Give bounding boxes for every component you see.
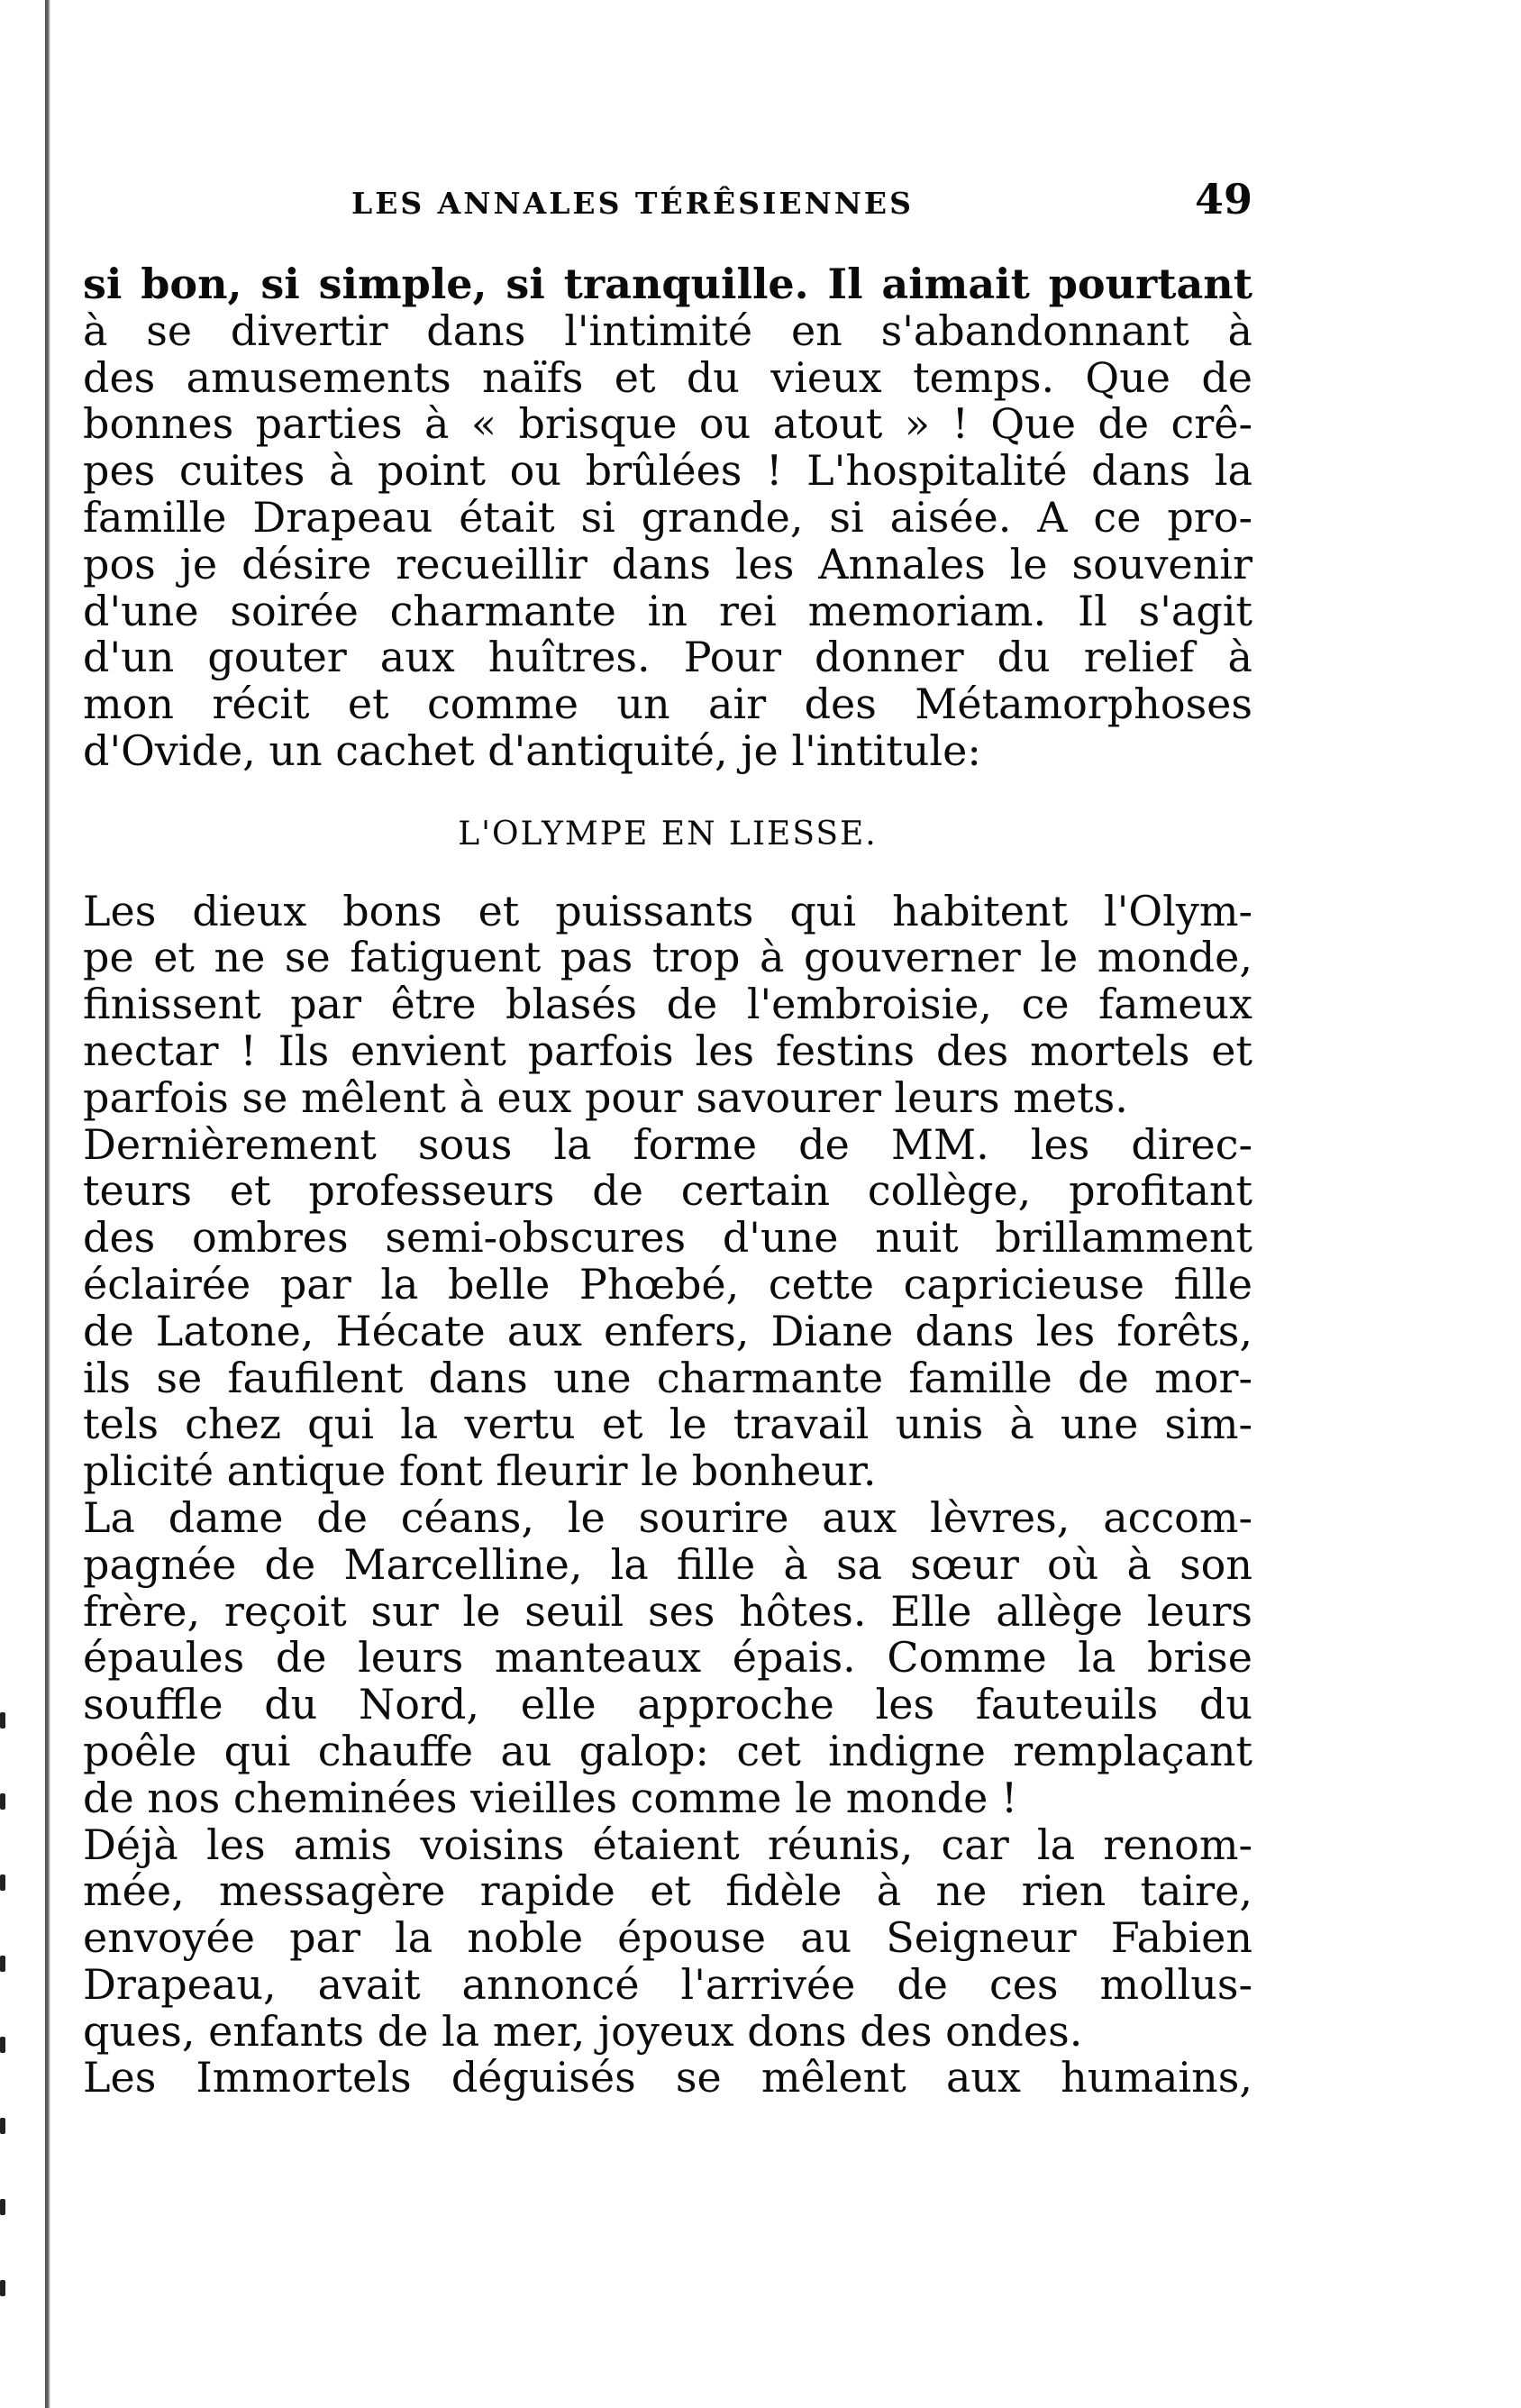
- page-number: 49: [1194, 175, 1252, 223]
- text-line: mon récit et comme un air des Métamorphoses: [83, 680, 1252, 729]
- margin-marks: [0, 1712, 18, 2361]
- text-line: bonnes parties à « brisque ou atout » ! Que de crê-: [83, 399, 1252, 449]
- margin-mark: [0, 2118, 5, 2134]
- margin-mark: [0, 2199, 5, 2215]
- text-line: des amusements naïfs et du vieux temps. Que de: [83, 352, 1252, 402]
- text-line: Déjà les amis voisins étaient réunis, car la renom-: [83, 1820, 1252, 1869]
- text-line: nectar ! Ils envient parfois les festins des mortels et: [83, 1026, 1252, 1075]
- text-line: frère, reçoit sur le seuil ses hôtes. Elle allège leurs: [83, 1586, 1252, 1636]
- running-title: LES ANNALES TÉRÊSIENNES: [351, 186, 914, 221]
- text-line: Dernièrement sous la forme de MM. les direc-: [83, 1119, 1252, 1169]
- section-title: L'OLYMPE EN LIESSE.: [458, 815, 878, 853]
- text-line: La dame de céans, le sourire aux lèvres, accom-: [83, 1492, 1252, 1542]
- margin-mark: [0, 1793, 5, 1810]
- text-line: pagnée de Marcelline, la fille à sa sœur où à son: [83, 1539, 1252, 1589]
- text-line: famille Drapeau était si grande, si aisée. A ce pro-: [83, 492, 1252, 542]
- text-line: épaules de leurs manteaux épais. Comme la brise: [83, 1633, 1252, 1683]
- text-line: pe et ne se fatiguent pas trop à gouverner le monde,: [83, 933, 1252, 982]
- text-line: mée, messagère rapide et fidèle à ne rien taire,: [83, 1866, 1252, 1916]
- margin-mark: [0, 1956, 5, 1972]
- text-line: Les dieux bons et puissants qui habitent l'Olym-: [83, 886, 1252, 935]
- text-line: de Latone, Hécate aux enfers, Diane dans les forêts,: [83, 1306, 1252, 1355]
- text-line: parfois se mêlent à eux pour savourer leurs mets.: [83, 1072, 1128, 1122]
- text-line: envoyée par la noble épouse au Seigneur Fabien: [83, 1913, 1252, 1963]
- body-text: [83, 261, 1252, 2102]
- text-line: de nos cheminées vieilles comme le monde !: [83, 1773, 1018, 1822]
- text-line: finissent par être blasés de l'embroisie, ce fameux: [83, 980, 1252, 1029]
- margin-mark: [0, 1874, 5, 1891]
- text-line: pes cuites à point ou brûlées ! L'hospitalité dans la: [83, 446, 1252, 496]
- text-line: si bon, si simple, si tranquille. Il aimait pourtant: [83, 260, 1252, 308]
- binding-edge: [45, 0, 50, 2408]
- text-line: poêle qui chauffe au galop: cet indigne remplaçant: [83, 1726, 1252, 1775]
- text-line: Les Immortels déguisés se mêlent aux humains,: [83, 2053, 1252, 2102]
- text-line: pos je désire recueillir dans les Annales le souvenir: [83, 539, 1252, 588]
- text-line: d'Ovide, un cachet d'antiquité, je l'intitule:: [83, 725, 981, 775]
- page-header: [351, 175, 1252, 234]
- text-line: d'une soirée charmante in rei memoriam. Il s'agit: [83, 586, 1252, 635]
- text-line: souffle du Nord, elle approche les fauteuils du: [83, 1680, 1252, 1729]
- margin-mark: [0, 2280, 5, 2296]
- text-line: à se divertir dans l'intimité en s'abandonnant à: [83, 306, 1252, 355]
- text-line: ques, enfants de la mer, joyeux dons des ondes.: [83, 2006, 1083, 2056]
- margin-mark: [0, 2037, 5, 2053]
- text-line: tels chez qui la vertu et le travail unis à une sim-: [83, 1400, 1252, 1449]
- text-line: ils se faufilent dans une charmante famille de mor-: [83, 1353, 1252, 1402]
- text-line: éclairée par la belle Phœbé, cette capricieuse fille: [83, 1259, 1252, 1309]
- text-line: Drapeau, avait annoncé l'arrivée de ces mollus-: [83, 1959, 1252, 2009]
- text-line: des ombres semi-obscures d'une nuit brillamment: [83, 1213, 1252, 1263]
- margin-mark: [0, 1712, 5, 1728]
- text-line: plicité antique font fleurir le bonheur.: [83, 1446, 877, 1496]
- text-line: d'un gouter aux huîtres. Pour donner du relief à: [83, 633, 1252, 682]
- text-line: teurs et professeurs de certain collège, profitant: [83, 1166, 1252, 1216]
